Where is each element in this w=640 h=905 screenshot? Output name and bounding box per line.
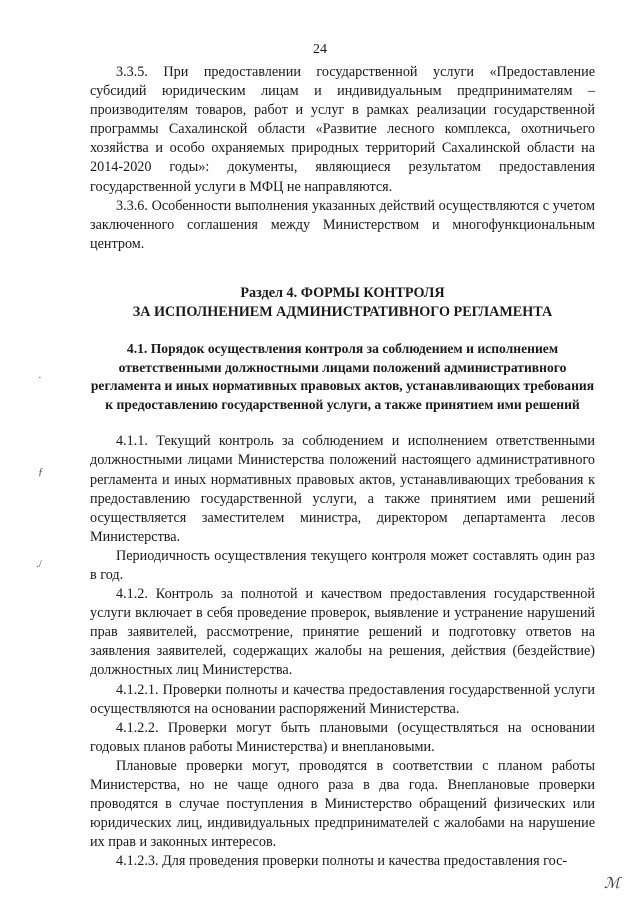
page-number: 24 [313,42,327,57]
paragraph-periodicity: Периодичность осуществления текущего контроля может составлять один раз в год. [90,547,595,583]
section-title-line-1: Раздел 4. ФОРМЫ КОНТРОЛЯ [240,284,445,301]
paragraph-4-1-1: 4.1.1. Текущий контроль за соблюдением и исполнением ответственными должностными лицами Министерства положений настоящего административного регламента и иных нормативных правовых актов, устанавливающих требования к предоставлению государственной услуги, а также принятием ими решений осуществляется заместителем министра, директором департамента лесов Министерства. [90,433,595,545]
section-title-line-2: ЗА ИСПОЛНЕНИЕМ АДМИНИСТРАТИВНОГО РЕГЛАМЕНТА [132,303,553,320]
paragraph-3-3-6: 3.3.6. Особенности выполнения указанных действий осуществляются с учетом заключенного соглашения между Министерством и многофункциональным центром. [90,197,595,252]
handwritten-signature: ℳ [604,876,621,892]
subsection-title: 4.1. Порядок осуществления контроля за соблюдением и исполнением ответственными должностными лицами положений административного регламента и иных нормативных правовых актов, устанавливающих требования к предоставлению государственной услуги, а также принятием ими решений [90,340,595,412]
document-body [90,63,595,871]
paragraph-planned-checks: Плановые проверки могут, проводятся в соответствии с планом работы Министерства, но не чаще одного раза в два года. Внеплановые проверки проводятся в случае поступления в Министерство обращений физических или юридических лиц, индивидуальных предпринимателей с жалобами на нарушение их прав и законных интересов. [90,757,595,851]
paragraph-4-1-2-3: 4.1.2.3. Для проведения проверки полноты и качества предоставления гос- [116,853,568,870]
paragraph-3-3-5: 3.3.5. При предоставлении государственной услуги «Предоставление субсидий юридическим лицам и индивидуальным предпринимателям – производителям товаров, работ и услуг в рамках реализации государственной программы Сахалинской области «Развитие лесного комплекса, охотничьего хозяйства и особо охраняемых природных территорий Сахалинской области на 2014-2020 годы»: документы, являющиеся результатом предоставления государственной услуги в МФЦ не направляются. [90,64,595,195]
margin-mark-1: · [38,372,42,384]
paragraph-4-1-2-2: 4.1.2.2. Проверки могут быть плановыми (осуществляться на основании годовых планов работы Министерства) и внеплановыми. [90,719,595,755]
margin-mark-3: ./ [36,558,42,570]
margin-mark-2: ƒ [38,466,44,478]
paragraph-4-1-2-1: 4.1.2.1. Проверки полноты и качества предоставления государственной услуги осуществляются на основании распоряжений Министерства. [90,681,595,717]
paragraph-4-1-2: 4.1.2. Контроль за полнотой и качеством предоставления государственной услуги включает в себя проведение проверок, выявление и устранение нарушений прав заявителей, рассмотрение, принятие решений и подготовку ответов на заявления заявителей, содержащих жалобы на решения, действия (бездействие) должностных лиц Министерства. [90,586,595,679]
